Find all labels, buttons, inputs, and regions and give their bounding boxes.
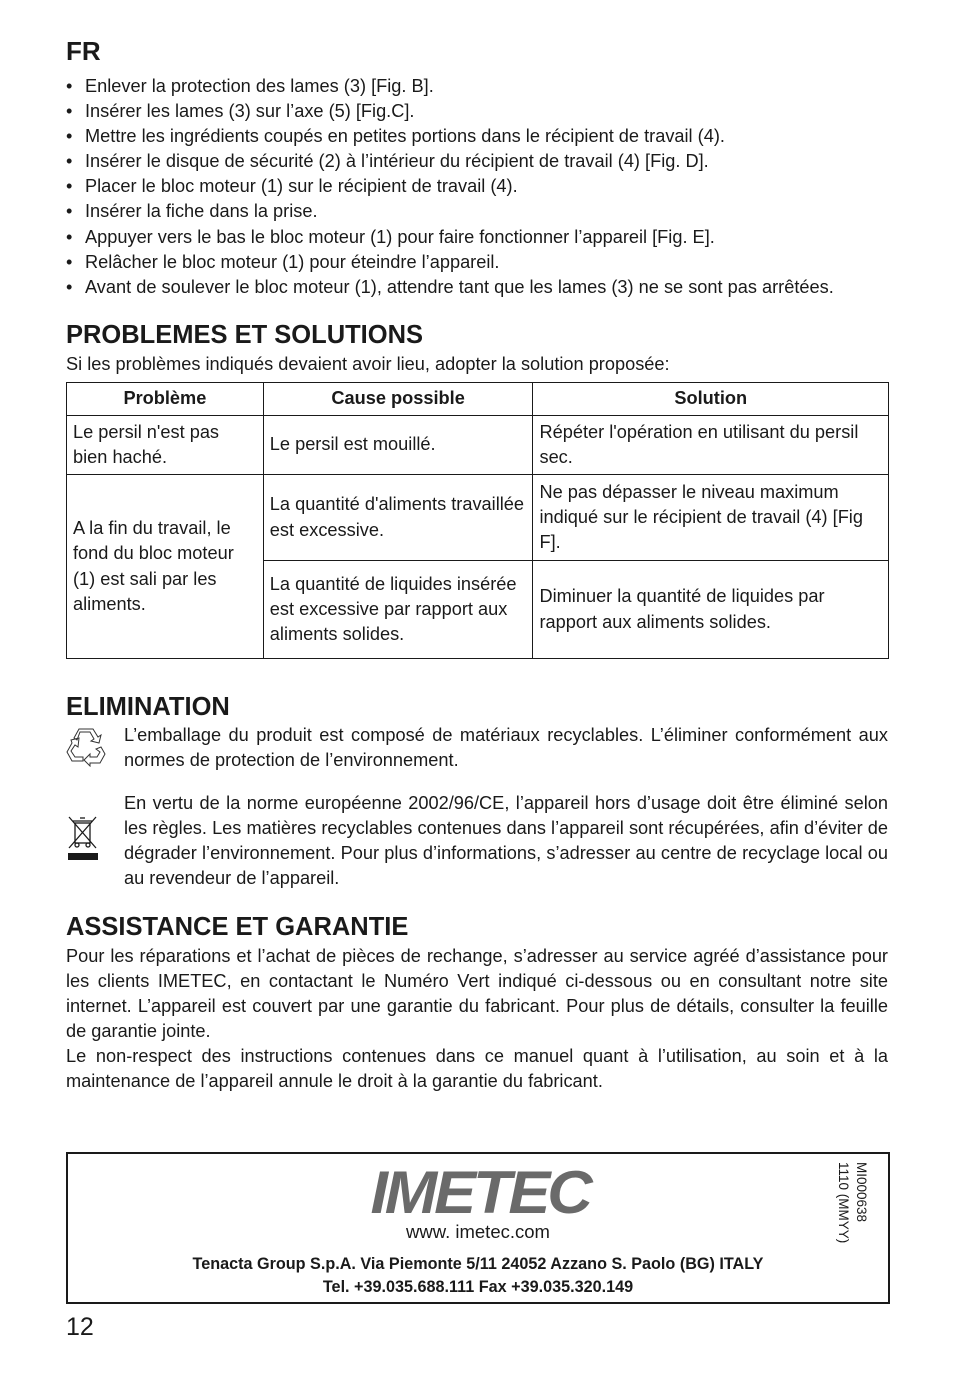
contact-numbers: Tel. +39.035.688.111 Fax +39.035.320.149 (322, 1278, 634, 1296)
list-item: • Insérer le disque de sécurité (2) à l’intérieur du récipient de travail (4) [Fig. D]. (66, 149, 896, 174)
crossed-bin-icon (66, 815, 100, 863)
company-address: Tenacta Group S.p.A. Via Piemonte 5/11 24052 Azzano S. Paolo (BG) ITALY (192, 1255, 764, 1273)
website-link[interactable]: www. imetec.com (406, 1221, 550, 1242)
list-item: • Insérer les lames (3) sur l’axe (5) [Fig.C]. (66, 99, 896, 124)
troubleshooting-table (66, 382, 889, 659)
packaging-text: L’emballage du produit est composé de matériaux recyclables. L’éliminer conformément aux normes de protection de l’environnement. (124, 725, 888, 770)
problems-heading: PROBLEMES ET SOLUTIONS (66, 321, 424, 349)
list-item: • Appuyer vers le bas le bloc moteur (1) pour faire fonctionner l’appareil [Fig. E]. (66, 225, 896, 250)
problem-cell: A la fin du travail, le fond du bloc moteur (1) est sali par les aliments. (67, 475, 264, 659)
list-item: • Placer le bloc moteur (1) sur le récipient de travail (4). (66, 174, 896, 199)
cause-cell: La quantité de liquides insérée est excessive par rapport aux aliments solides. (263, 561, 533, 659)
doc-date: 1110 (MMYY) (836, 1162, 851, 1244)
document-code (834, 1162, 878, 1292)
assistance-heading: ASSISTANCE ET GARANTIE (66, 913, 409, 941)
page-number: 12 (66, 1313, 94, 1341)
solution-cell: Diminuer la quantité de liquides par rapport aux aliments solides. (533, 561, 889, 659)
table-row (67, 416, 889, 475)
cause-cell: La quantité d'aliments travaillée est excessive. (263, 475, 533, 561)
language-code: FR (66, 36, 101, 66)
doc-code: MI000638 (854, 1162, 869, 1223)
table-row (67, 475, 889, 561)
column-header-cause: Cause possible (263, 383, 533, 416)
list-item: • Avant de soulever le bloc moteur (1), attendre tant que les lames (3) ne se sont pas arrêtées. (66, 275, 896, 300)
warranty-paragraph: Le non-respect des instructions contenues dans ce manuel quant à l’utilisation, au soin et à la maintenance de l’appareil annule le droit à la garantie du fabricant. (66, 1046, 888, 1091)
problem-cell: Le persil n'est pas bien haché. (67, 416, 264, 475)
list-item: • Mettre les ingrédients coupés en petites portions dans le récipient de travail (4). (66, 124, 896, 149)
column-header-solution: Solution (533, 383, 889, 416)
imetec-logo: IMETEC (370, 1159, 590, 1226)
recycle-icon (66, 727, 106, 767)
instruction-list (66, 74, 896, 300)
table-header-row (67, 383, 889, 416)
cause-cell: Le persil est mouillé. (263, 416, 533, 475)
solution-cell: Répéter l'opération en utilisant du persil sec. (533, 416, 889, 475)
solution-cell: Ne pas dépasser le niveau maximum indiqué sur le récipient de travail (4) [Fig F]. (533, 475, 889, 561)
assistance-body (66, 944, 888, 1094)
weee-text: En vertu de la norme européenne 2002/96/CE, l’appareil hors d’usage doit être éliminé selon les règles. Les matières recyclables contenues dans l’appareil sont récupérées, afin d’éviter de dégrader l’environnement. Pour plus d’informations, s’adresser au centre de recyclage local ou au revendeur de l’appareil. (124, 793, 888, 888)
elimination-heading: ELIMINATION (66, 693, 230, 721)
problems-intro: Si les problèmes indiqués devaient avoir lieu, adopter la solution proposée: (66, 354, 670, 374)
assistance-paragraph: Pour les réparations et l’achat de pièces de rechange, s’adresser au service agréé d’assistance pour les clients IMETEC, en contactant le Numéro Vert indiqué ci-dessous ou en consultant notre site internet. L’appareil est couvert par une garantie du fabricant. Pour plus de détails, consulter la feuille de garantie jointe. (66, 946, 888, 1041)
packaging-disposal (66, 723, 888, 773)
column-header-problem: Problème (67, 383, 264, 416)
manufacturer-footer (66, 1152, 890, 1304)
weee-disposal (66, 791, 888, 891)
list-item: • Insérer la fiche dans la prise. (66, 199, 896, 224)
list-item: • Relâcher le bloc moteur (1) pour éteindre l’appareil. (66, 250, 896, 275)
list-item: • Enlever la protection des lames (3) [Fig. B]. (66, 74, 896, 99)
